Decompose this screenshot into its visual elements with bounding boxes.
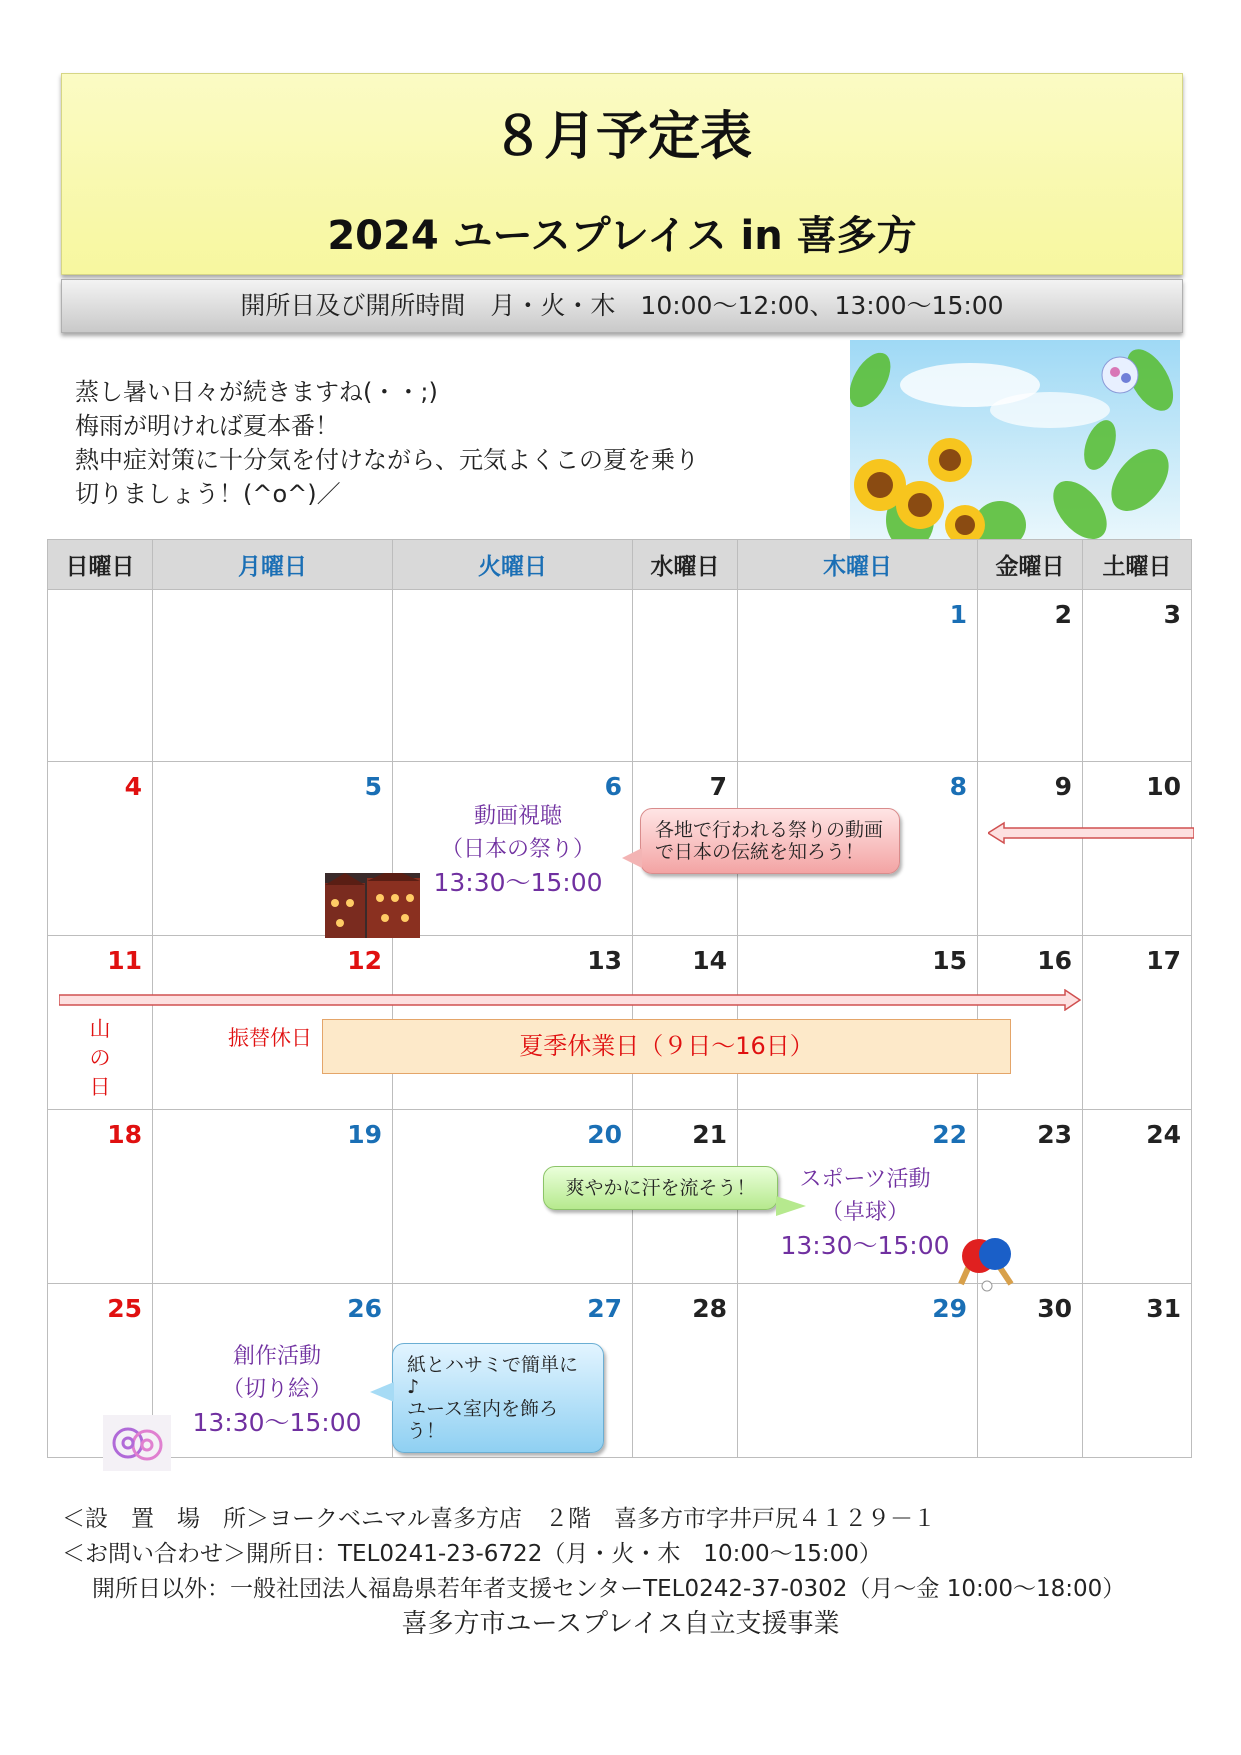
speech-bubble-sports: [543, 1166, 778, 1210]
day-number: 5: [364, 772, 382, 801]
day-number: 26: [347, 1294, 382, 1323]
page-subtitle: 2024 ユースプレイス in 喜多方: [327, 213, 917, 259]
day-number: [48, 590, 152, 600]
day-number: [393, 590, 632, 600]
weekday-header-thu: 木曜日: [738, 540, 978, 590]
day-cell: [48, 590, 153, 762]
period-start-arrow: [988, 821, 1194, 845]
day-number: 22: [932, 1120, 967, 1149]
day-cell: [978, 762, 1083, 936]
day-number: [633, 590, 737, 600]
weekday-header-sat: 土曜日: [1083, 540, 1192, 590]
event-time: 13:30～15:00: [780, 1231, 950, 1260]
day-cell: [48, 762, 153, 936]
day-number: 8: [949, 772, 967, 801]
contact-line-2: 開所日以外：一般社団法人福島県若年者支援センターTEL0242-37-0302（月～金 10:00～18:00）: [92, 1576, 1126, 1602]
label-char: の: [89, 1046, 111, 1070]
day-number: 27: [587, 1294, 622, 1323]
festival-photo: [325, 873, 420, 938]
event-subtitle: （卓球）: [820, 1200, 909, 1225]
bubble-line: ユース室内を飾ろう！: [407, 1398, 559, 1442]
day-number: 11: [107, 946, 142, 975]
day-cell: [153, 590, 393, 762]
day-number: 20: [587, 1120, 622, 1149]
footer-info: [62, 1502, 1192, 1607]
event-time: 13:30～15:00: [433, 868, 603, 897]
day-number: 23: [1037, 1120, 1072, 1149]
day-cell: [633, 590, 738, 762]
day-cell: [1083, 1110, 1192, 1284]
day-number: 17: [1146, 946, 1181, 975]
intro-line: 熱中症対策に十分気を付けながら、元気よくこの夏を乗り: [75, 446, 699, 474]
event-paper-cutting: [182, 1340, 372, 1439]
label-char: 日: [89, 1075, 111, 1099]
wind-chime-icon: [1102, 357, 1138, 393]
page-title: ８月予定表: [491, 107, 752, 167]
location-line: ＜設 置 場 所＞ヨークベニマル喜多方店 ２階 喜多方市字井戸尻４１２９－１: [62, 1506, 936, 1532]
ping-pong-icon: [955, 1236, 1025, 1292]
intro-line: 切りましょう！(^o^)／: [75, 480, 341, 508]
day-cell: [1083, 590, 1192, 762]
day-number: 19: [347, 1120, 382, 1149]
paper-cutting-photo: [103, 1415, 171, 1471]
day-number: 9: [1054, 772, 1072, 801]
day-number: 7: [709, 772, 727, 801]
day-cell: [738, 1284, 978, 1458]
day-cell: [978, 590, 1083, 762]
intro-line: 梅雨が明ければ夏本番！: [75, 412, 339, 440]
period-end-arrow: [59, 989, 1081, 1011]
bubble-tail: [622, 848, 642, 868]
day-number: 14: [692, 946, 727, 975]
day-number: 16: [1037, 946, 1072, 975]
sunflower-illustration: [850, 340, 1180, 540]
weekday-header-tue: 火曜日: [393, 540, 633, 590]
day-number: 24: [1146, 1120, 1181, 1149]
intro-message: [75, 375, 775, 511]
day-cell: [153, 1110, 393, 1284]
weekday-header-mon: 月曜日: [153, 540, 393, 590]
event-subtitle: （日本の祭り）: [440, 837, 595, 862]
day-number: 31: [1146, 1294, 1181, 1323]
day-number: 21: [692, 1120, 727, 1149]
organization-name: 喜多方市ユースプレイス自立支援事業: [401, 1609, 840, 1639]
label-char: 山: [89, 1017, 111, 1041]
event-sports: [770, 1163, 960, 1262]
opening-hours-bar: 開所日及び開所時間 月・火・木 10:00～12:00、13:00～15:00: [61, 279, 1183, 333]
contact-line: ＜お問い合わせ＞開所日：TEL0241-23-6722（月・火・木 10:00～15:00）: [62, 1541, 882, 1567]
day-number: 12: [347, 946, 382, 975]
day-number: 10: [1146, 772, 1181, 801]
day-number: 15: [932, 946, 967, 975]
summer-holiday-banner: 夏季休業日（９日～16日）: [322, 1019, 1011, 1074]
weekday-header-fri: 金曜日: [978, 540, 1083, 590]
day-number: [153, 590, 392, 600]
substitute-holiday-label: 振替休日: [228, 1026, 312, 1050]
day-number: 13: [587, 946, 622, 975]
day-number: 25: [107, 1294, 142, 1323]
day-cell: [633, 1284, 738, 1458]
event-title: 動画視聴: [473, 804, 562, 829]
bubble-tail: [370, 1382, 394, 1402]
day-number: 4: [124, 772, 142, 801]
event-title: スポーツ活動: [799, 1167, 931, 1192]
day-cell: [48, 1110, 153, 1284]
bubble-line: 紙とハサミで簡単に♪: [407, 1354, 579, 1398]
event-video-viewing: [418, 800, 618, 899]
event-subtitle: （切り絵）: [221, 1377, 332, 1402]
speech-bubble-matsuri: [640, 808, 900, 874]
event-time: 13:30～15:00: [192, 1408, 362, 1437]
day-number: 6: [604, 772, 622, 801]
day-cell: [1083, 1284, 1192, 1458]
bubble-line: 爽やかに汗を流そう！: [565, 1177, 756, 1199]
day-cell: [1083, 762, 1192, 936]
day-number: 3: [1163, 600, 1181, 629]
day-cell: [1083, 936, 1192, 1110]
day-number: 29: [932, 1294, 967, 1323]
day-cell: [978, 1284, 1083, 1458]
bubble-line: 各地で行われる祭りの動画: [655, 819, 884, 841]
speech-bubble-kirie: [392, 1343, 604, 1453]
day-cell: [738, 590, 978, 762]
mountain-day-label: [88, 1015, 112, 1102]
day-number: 28: [692, 1294, 727, 1323]
day-cell: [393, 590, 633, 762]
day-number: 1: [949, 600, 967, 629]
title-banner: [61, 73, 1183, 275]
weekday-header-sun: 日曜日: [48, 540, 153, 590]
weekday-header-wed: 水曜日: [633, 540, 738, 590]
day-number: 2: [1054, 600, 1072, 629]
bubble-line: で日本の伝統を知ろう！: [655, 841, 865, 863]
day-number: 18: [107, 1120, 142, 1149]
intro-line: 蒸し暑い日々が続きますね(・・;): [75, 378, 438, 406]
event-title: 創作活動: [232, 1344, 321, 1369]
day-number: 30: [1037, 1294, 1072, 1323]
